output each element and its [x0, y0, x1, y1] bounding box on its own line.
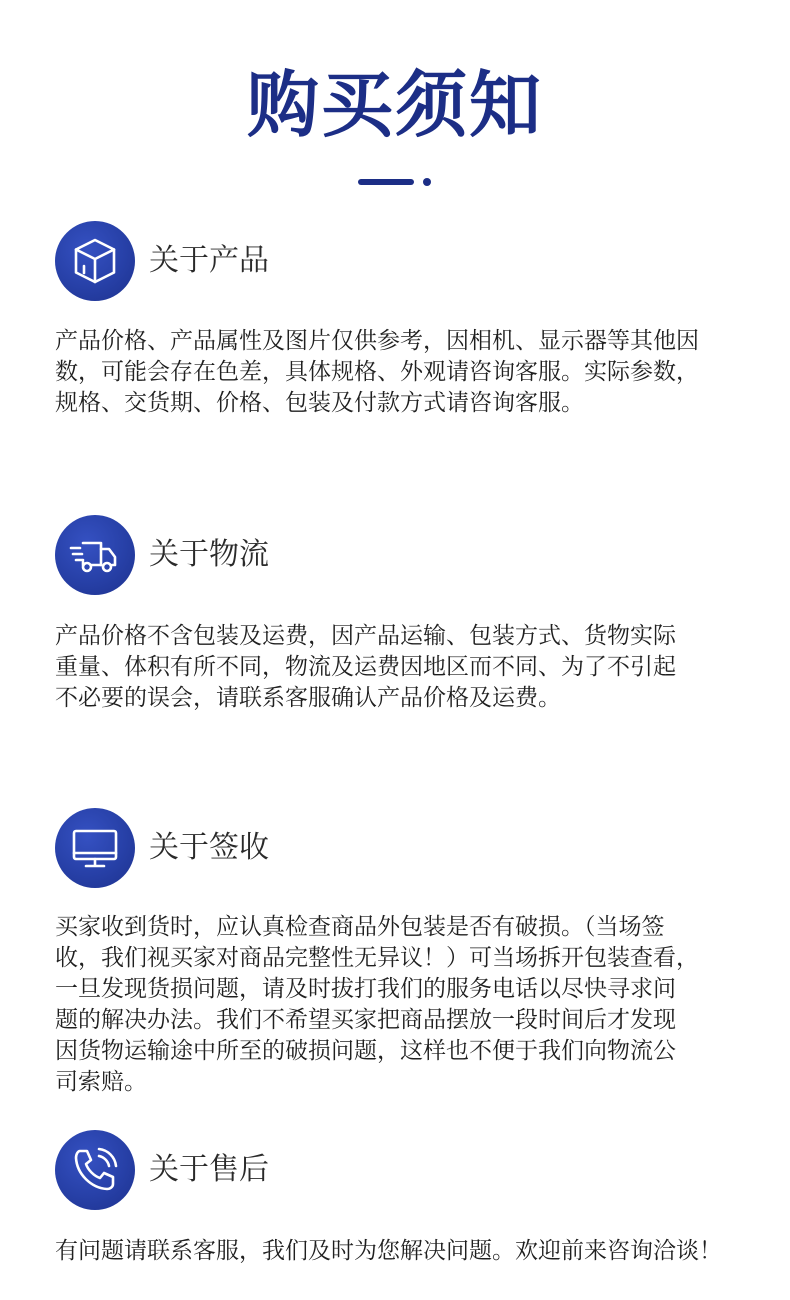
body-line: 规格、交货期、价格、包装及付款方式请咨询客服。	[55, 390, 584, 416]
body-line: 不必要的误会，请联系客服确认产品价格及运费。	[55, 685, 561, 711]
body-line: 因货物运输途中所至的破损问题，这样也不便于我们向物流公	[55, 1038, 676, 1064]
section-heading: 关于售后	[149, 1152, 269, 1187]
body-line: 一旦发现货损问题，请及时拔打我们的服务电话以尽快寻求问	[55, 976, 676, 1002]
title-divider	[358, 178, 433, 186]
body-line: 题的解决办法。我们不希望买家把商品摆放一段时间后才发现	[55, 1007, 676, 1033]
body-line: 产品价格、产品属性及图片仅供参考，因相机、显示器等其他因	[55, 328, 699, 354]
monitor-icon	[55, 808, 135, 888]
body-line: 司索赔。	[55, 1069, 147, 1095]
section-product-body	[55, 326, 735, 419]
page-title: 购买须知	[246, 62, 543, 147]
body-line: 买家收到货时，应认真检查商品外包装是否有破损。（当场签	[55, 914, 665, 940]
divider-dot	[423, 178, 431, 186]
body-line: 重量、体积有所不同，物流及运费因地区而不同、为了不引起	[55, 654, 676, 680]
section-heading: 关于物流	[149, 537, 269, 572]
section-logistics-body	[55, 621, 735, 714]
section-heading: 关于产品	[149, 243, 269, 278]
truck-icon	[55, 515, 135, 595]
body-line: 有问题请联系客服，我们及时为您解决问题。欢迎前来咨询洽谈！	[55, 1238, 722, 1264]
box-icon	[55, 221, 135, 301]
body-line: 收，我们视买家对商品完整性无异议！）可当场拆开包装查看，	[55, 945, 699, 971]
body-line: 数，可能会存在色差，具体规格、外观请咨询客服。实际参数，	[55, 359, 699, 385]
phone-icon	[55, 1130, 135, 1210]
section-heading: 关于签收	[149, 830, 269, 865]
section-delivery-body	[55, 912, 735, 1098]
body-line: 产品价格不含包装及运费，因产品运输、包装方式、货物实际	[55, 623, 676, 649]
divider-bar	[358, 179, 414, 185]
section-aftersales-body	[55, 1236, 735, 1267]
